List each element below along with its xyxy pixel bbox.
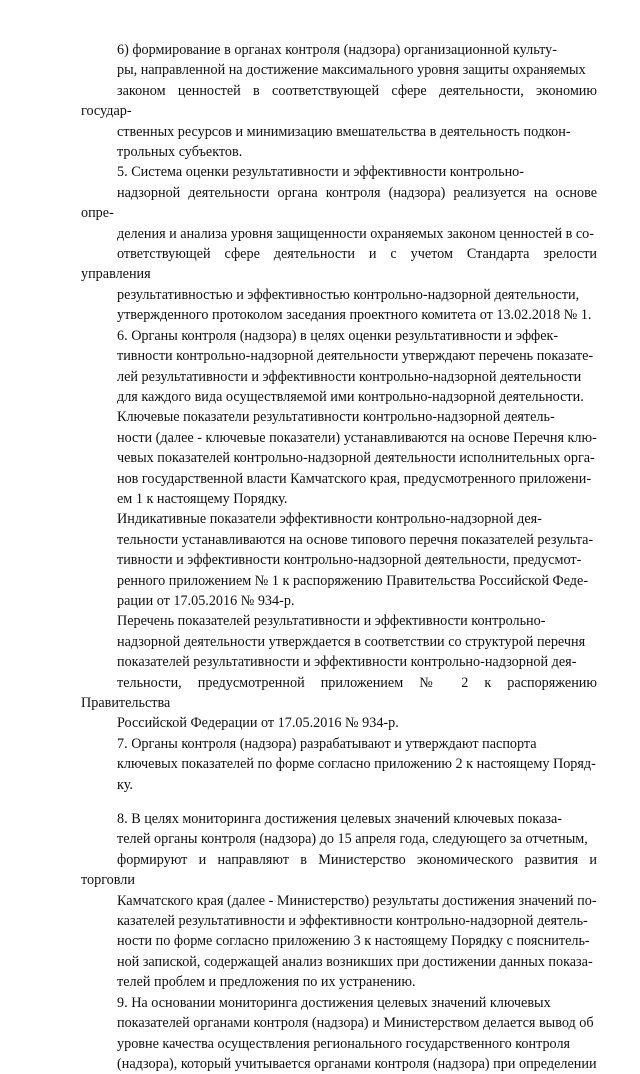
text-line: казателей результативности и эффективности контрольно-надзорной деятель- [117,913,588,930]
text-line: уровне качества осуществления регионального государственного контроля [117,1035,571,1052]
text-line: ственных ресурсов и минимизацию вмешательства в деятельность подкон- [117,123,571,140]
text-line: Ключевые показатели результативности контрольно-надзорной деятель- [117,409,555,426]
text-line: надзорной деятельности утверждается в соответствии со структурой перечня [117,633,586,650]
text-line: нов государственной власти Камчатского края, предусмотренного приложени- [117,470,592,487]
text-line: тельности, предусмотренной приложением № 2 к распоряжению Правительства [81,674,597,711]
text-line: Индикативные показатели эффективности контрольно-надзорной дея- [117,511,542,528]
text-line: для каждого вида осуществляемой ими контрольно-надзорной деятельности. [117,388,584,405]
text-line: тельности устанавливаются на основе типового перечня показателей результа- [117,531,594,548]
text-line: 9. На основании мониторинга достижения целевых значений ключевых [117,994,551,1011]
text-line: утвержденного протоколом заседания проектного комитета от 13.02.2018 № 1. [117,307,592,324]
paragraph [81,509,597,611]
paragraph [81,162,597,325]
text-line: чевых показателей контрольно-надзорной деятельности исполнительных орга- [117,450,595,467]
text-line: деления и анализа уровня защищенности охраняемых законом ценностей в со- [117,225,594,242]
paragraph [81,734,597,795]
text-line: Камчатского края (далее - Министерство) результаты достижения значений по- [117,892,597,909]
paragraph [81,993,597,1074]
text-line: ности (далее - ключевые показатели) устанавливаются на основе Перечня клю- [117,429,597,446]
text-line: ренного приложением № 1 к распоряжению Правительства Российской Феде- [117,572,589,589]
text-line: телей проблем и предложения по их устранению. [117,974,416,991]
text-line: 5. Система оценки результативности и эффективности контрольно- [117,164,525,181]
text-line: показателей результативности и эффективности контрольно-надзорной дея- [117,654,577,671]
text-line: показателей органами контроля (надзора) и Министерством делается вывод об [117,1015,594,1032]
text-line: Перечень показателей результативности и эффективности контрольно- [117,613,546,630]
paragraph-spacer [81,795,597,809]
paragraph [81,326,597,408]
text-line: результативностью и эффективностью контрольно-надзорной деятельности, [117,286,580,303]
text-line: трольных субъектов. [117,144,243,161]
text-line: рации от 17.05.2016 № 934-р. [117,592,295,609]
text-line: телей органы контроля (надзора) до 15 апреля года, следующего за отчетным, [117,831,588,848]
text-line: ной запиской, содержащей анализ возникших при достижении данных показа- [117,953,593,970]
paragraph [81,809,597,993]
text-line: тивности контрольно-надзорной деятельности утверждают перечень показате- [117,348,594,365]
text-line: тивности и эффективности контрольно-надзорной деятельности, предусмот- [117,552,582,569]
text-line: Российской Федерации от 17.05.2016 № 934-р. [117,715,399,732]
text-line: (надзора), который учитывается органами контроля (надзора) при определении [117,1055,597,1072]
text-line: ем 1 к настоящему Порядку. [117,490,288,507]
paragraph [81,611,597,733]
text-line: ку. [117,776,133,793]
text-line: 6) формирование в органах контроля (надзора) организационной культу- [117,42,557,58]
text-line: 8. В целях мониторинга достижения целевых значений ключевых показа- [117,811,563,828]
text-line: надзорной деятельности органа контроля (надзора) реализуется на основе опре- [81,184,597,222]
text-line: ности по форме согласно приложению 3 к настоящему Порядку с пояснитель- [117,933,590,950]
text-line: ключевых показателей по форме согласно приложению 2 к настоящему Поряд- [117,756,596,773]
text-line: 6. Органы контроля (надзора) в целях оценки результативности и эффек- [117,327,559,344]
paragraph [81,40,597,162]
paragraph [81,407,597,509]
text-line: 7. Органы контроля (надзора) разрабатывают и утверждают паспорта [117,735,537,752]
text-line: ответствующей сфере деятельности и с учетом Стандарта зрелости управления [81,246,597,283]
text-line: лей результативности и эффективности контрольно-надзорной деятельности [117,368,582,385]
text-line: законом ценностей в соответствующей сфере деятельности, экономию государ- [81,82,597,120]
text-line: формируют и направляют в Министерство экономического развития и торговли [81,851,597,889]
text-line: ры, направленной на достижение максимального уровня защиты охраняемых [117,62,586,79]
